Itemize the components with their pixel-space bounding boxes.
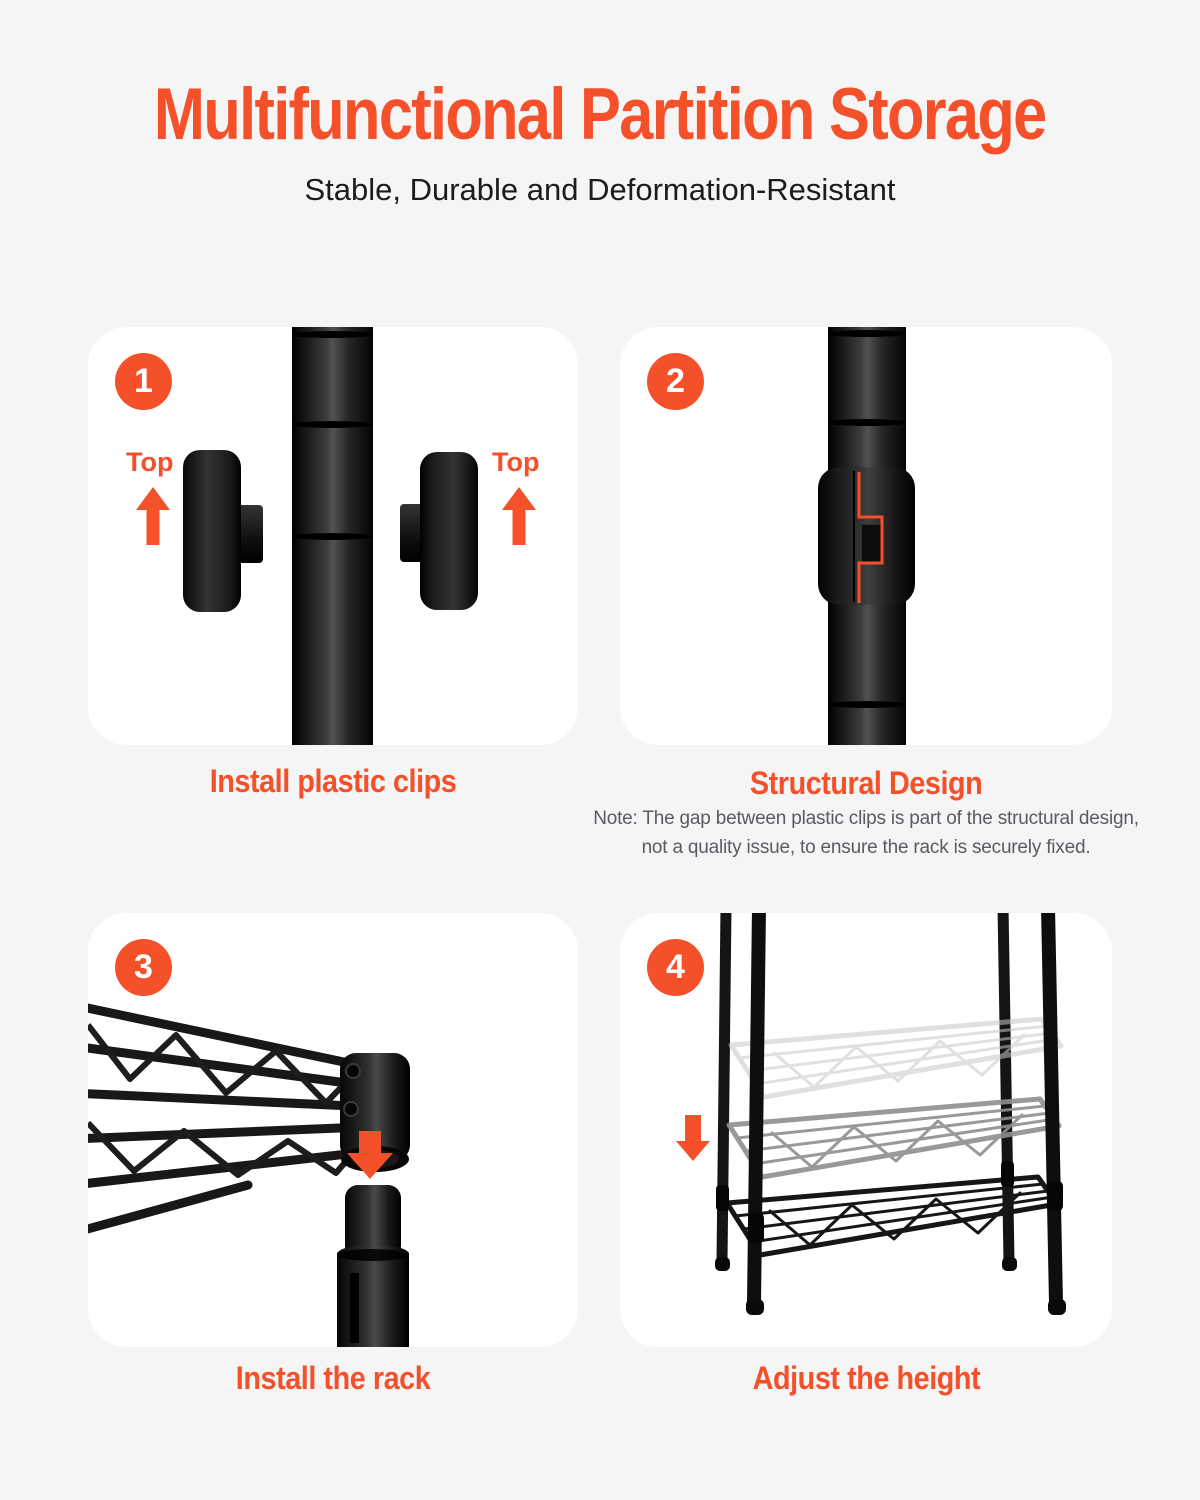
step-3-number: 3 (134, 948, 153, 986)
up-arrow-icon (136, 487, 170, 545)
pole-joint (292, 533, 373, 540)
leg-foot (1048, 1299, 1066, 1315)
step-1-caption: Install plastic clips (209, 763, 457, 799)
step-2-badge (647, 353, 704, 410)
top-label-right: Top (492, 447, 540, 477)
page-title (0, 74, 1200, 156)
step-4-number: 4 (666, 948, 685, 986)
note-line-2: not a quality issue, to ensure the rack is securely fixed. (641, 837, 1091, 858)
step-4-panel (620, 913, 1112, 1347)
step-2-note (556, 804, 1176, 862)
leg-foot (1002, 1257, 1017, 1271)
step-1-number: 1 (134, 362, 153, 400)
pole-joint (292, 331, 373, 338)
clip-body (420, 452, 478, 610)
leg-foot (715, 1257, 730, 1271)
step-4-caption: Adjust the height (752, 1360, 980, 1396)
clip-body (183, 450, 241, 612)
top-label-left: Top (126, 447, 174, 477)
step-3-caption: Install the rack (235, 1360, 431, 1396)
plastic-clip-left (183, 450, 269, 612)
step-3-badge (115, 939, 172, 996)
page-subtitle: Stable, Durable and Deformation-Resistant (304, 172, 896, 207)
plastic-clip-right (400, 452, 478, 610)
step-2-panel (620, 327, 1112, 745)
leg-foot (746, 1299, 764, 1315)
down-arrow-icon (676, 1115, 710, 1161)
step-3-panel (88, 913, 578, 1347)
pole-joint (292, 421, 373, 428)
page-title-text: Multifunctional Partition Storage (154, 74, 1046, 155)
lower-pole (337, 1185, 409, 1347)
step-2-caption: Structural Design (749, 765, 983, 801)
up-arrow-icon (502, 487, 536, 545)
shelf-wires (88, 1005, 383, 1233)
step-2-number: 2 (666, 362, 685, 400)
step-1-badge (115, 353, 172, 410)
note-line-1: Note: The gap between plastic clips is part of the structural design, (593, 808, 1139, 829)
step-1-panel (88, 327, 578, 745)
step-4-badge (647, 939, 704, 996)
